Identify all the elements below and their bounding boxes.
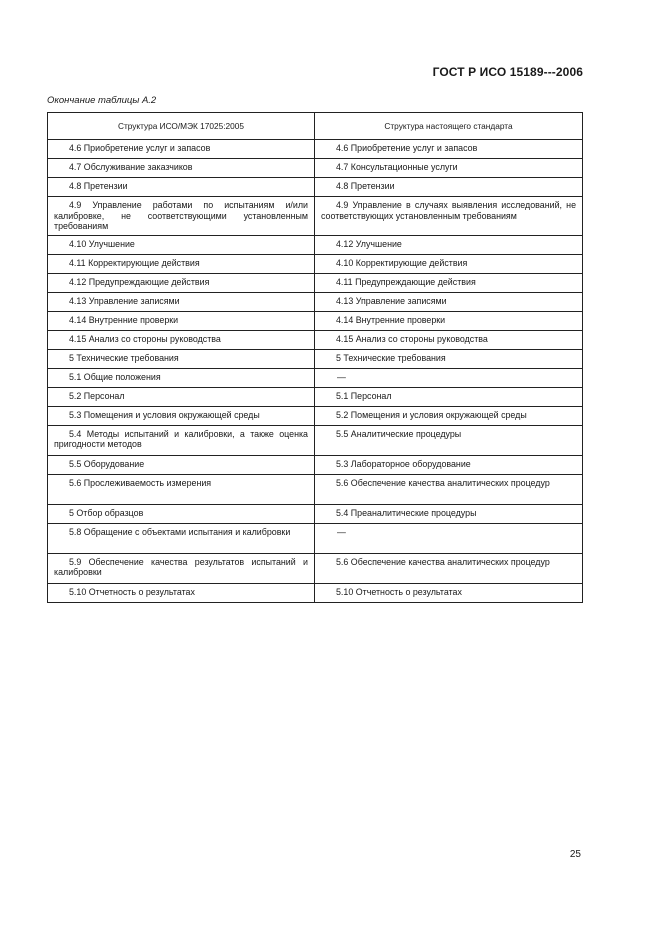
table-row (48, 292, 583, 311)
cell-this-standard: 4.15 Анализ со стороны руководства (315, 330, 583, 349)
table-row (48, 349, 583, 368)
cell-iso17025: 5.5 Оборудование (48, 455, 315, 474)
table-header-row (48, 113, 583, 140)
table-row (48, 583, 583, 602)
cell-iso17025: 4.11 Корректирующие действия (48, 254, 315, 273)
cell-iso17025: 4.14 Внутренние проверки (48, 311, 315, 330)
cell-iso17025: 5.6 Прослеживаемость измерения (48, 474, 315, 504)
cell-this-standard: 5.6 Обеспечение качества аналитических процедур (315, 474, 583, 504)
table-body (48, 140, 583, 603)
cell-this-standard: 4.6 Приобретение услуг и запасов (315, 140, 583, 159)
cell-iso17025: 4.10 Улучшение (48, 235, 315, 254)
table-row (48, 387, 583, 406)
table-row (48, 504, 583, 523)
document-code: ГОСТ Р ИСО 15189---2006 (432, 65, 583, 79)
cell-this-standard: 5.3 Лабораторное оборудование (315, 455, 583, 474)
cell-this-standard: 5.6 Обеспечение качества аналитических процедур (315, 553, 583, 583)
table-row (48, 273, 583, 292)
cell-iso17025: 4.7 Обслуживание заказчиков (48, 159, 315, 178)
table-row (48, 311, 583, 330)
cell-this-standard: 4.14 Внутренние проверки (315, 311, 583, 330)
cell-iso17025: 5.1 Общие положения (48, 368, 315, 387)
table-row (48, 159, 583, 178)
cell-iso17025: 5.10 Отчетность о результатах (48, 583, 315, 602)
cell-iso17025: 4.8 Претензии (48, 178, 315, 197)
cell-iso17025: 5.4 Методы испытаний и калибровки, а также оценка пригодности методов (48, 425, 315, 455)
table-row (48, 178, 583, 197)
cell-iso17025: 5 Технические требования (48, 349, 315, 368)
table-row (48, 455, 583, 474)
cell-this-standard: 5.10 Отчетность о результатах (315, 583, 583, 602)
cell-this-standard: 4.7 Консультационные услуги (315, 159, 583, 178)
page-number: 25 (569, 849, 581, 860)
table-row (48, 330, 583, 349)
cell-this-standard: — (315, 368, 583, 387)
cell-this-standard: 4.9 Управление в случаях выявления исследований, не соответствующих установленным требованиям (315, 197, 583, 236)
cell-iso17025: 5.8 Обращение с объектами испытания и калибровки (48, 523, 315, 553)
cell-this-standard: 4.8 Претензии (315, 178, 583, 197)
cell-iso17025: 4.13 Управление записями (48, 292, 315, 311)
table-row (48, 406, 583, 425)
cell-iso17025: 4.12 Предупреждающие действия (48, 273, 315, 292)
cell-this-standard: 4.10 Корректирующие действия (315, 254, 583, 273)
cell-this-standard: 5 Технические требования (315, 349, 583, 368)
cell-iso17025: 5.9 Обеспечение качества результатов испытаний и калибровки (48, 553, 315, 583)
cell-this-standard: 5.5 Аналитические процедуры (315, 425, 583, 455)
table-row (48, 197, 583, 236)
table-row (48, 523, 583, 553)
cell-this-standard: 5.2 Помещения и условия окружающей среды (315, 406, 583, 425)
cell-iso17025: 5.2 Персонал (48, 387, 315, 406)
cell-iso17025: 4.9 Управление работами по испытаниям и/или калибровке, не соответствующими установленным требованиям (48, 197, 315, 236)
table-row (48, 474, 583, 504)
table-caption: Окончание таблицы А.2 (47, 95, 157, 106)
cell-this-standard: 5.1 Персонал (315, 387, 583, 406)
table-row (48, 553, 583, 583)
cell-this-standard: 5.4 Преаналитические процедуры (315, 504, 583, 523)
cell-this-standard: 4.13 Управление записями (315, 292, 583, 311)
correspondence-table (47, 112, 583, 603)
cell-iso17025: 4.6 Приобретение услуг и запасов (48, 140, 315, 159)
cell-iso17025: 5.3 Помещения и условия окружающей среды (48, 406, 315, 425)
table-row (48, 254, 583, 273)
cell-this-standard: — (315, 523, 583, 553)
table-row (48, 235, 583, 254)
cell-iso17025: 4.15 Анализ со стороны руководства (48, 330, 315, 349)
table-row (48, 140, 583, 159)
cell-this-standard: 4.11 Предупреждающие действия (315, 273, 583, 292)
column-header-iso17025: Структура ИСО/МЭК 17025:2005 (48, 113, 315, 140)
table-row (48, 368, 583, 387)
cell-this-standard: 4.12 Улучшение (315, 235, 583, 254)
table-row (48, 425, 583, 455)
column-header-this-standard: Структура настоящего стандарта (315, 113, 583, 140)
cell-iso17025: 5 Отбор образцов (48, 504, 315, 523)
